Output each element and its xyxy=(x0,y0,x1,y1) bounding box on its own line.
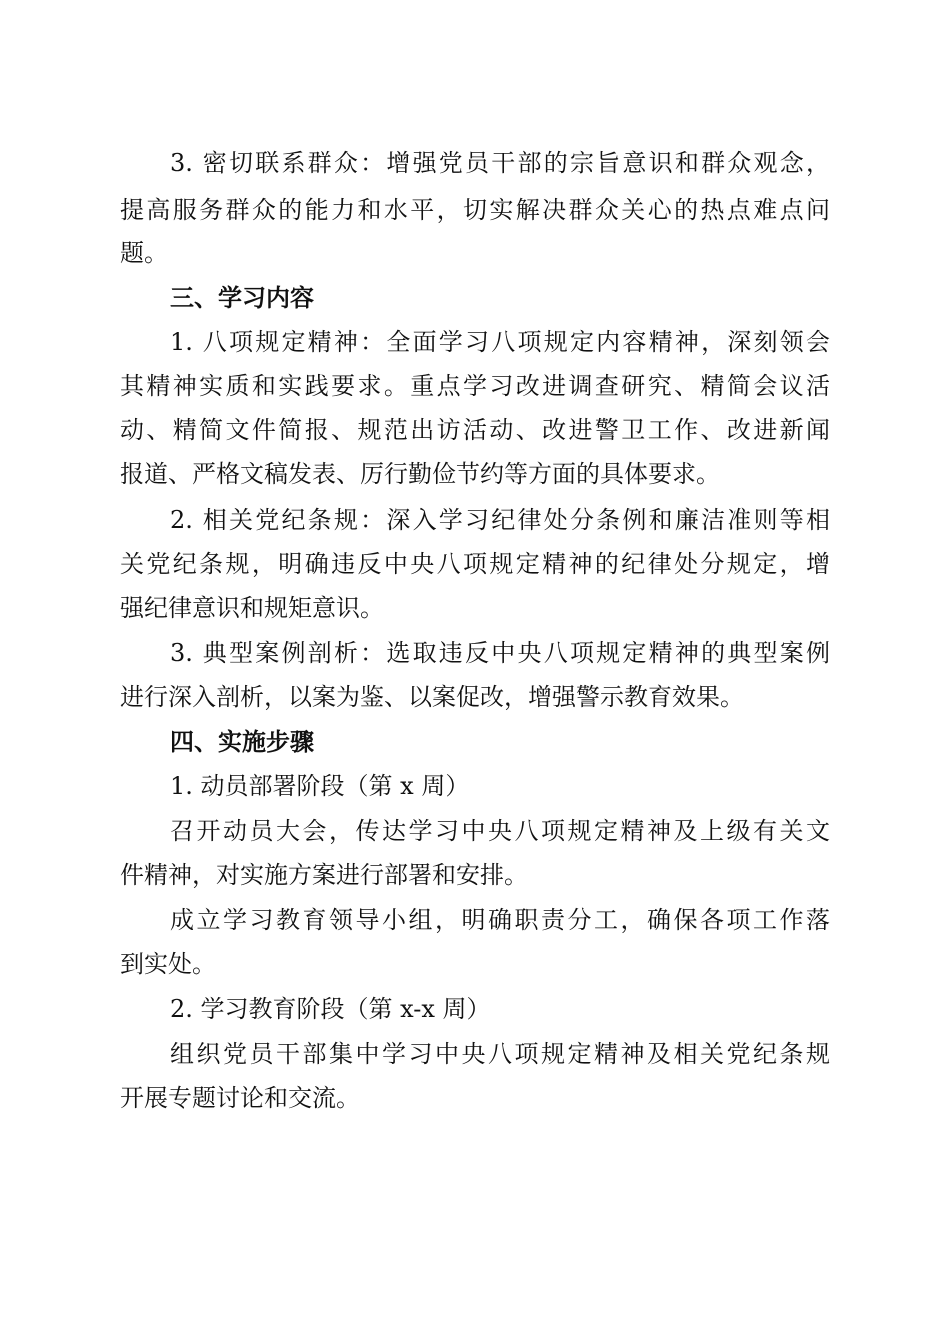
item-party-rules-line-3: 强纪律意识和规矩意识。 xyxy=(120,594,384,622)
step-study-para-1-line-2: 开展专题讨论和交流。 xyxy=(120,1084,360,1112)
item-eight-rules-line-1: 1. 八项规定精神：全面学习八项规定内容精神，深刻领会 xyxy=(170,328,830,356)
step-mobilization-para-1-line-2: 件精神，对实施方案进行部署和安排。 xyxy=(120,861,528,889)
step-mobilization-para-2-line-2: 到实处。 xyxy=(120,950,216,978)
step-mobilization-para-1-line-1: 召开动员大会，传达学习中央八项规定精神及上级有关文 xyxy=(170,817,830,845)
item-close-ties-line-3: 题。 xyxy=(120,239,168,267)
item-close-ties-line-2: 提高服务群众的能力和水平，切实解决群众关心的热点难点问 xyxy=(120,196,830,224)
step-mobilization-para-2-line-1: 成立学习教育领导小组，明确职责分工，确保各项工作落 xyxy=(170,906,830,934)
item-case-analysis-line-2: 进行深入剖析，以案为鉴、以案促改，增强警示教育效果。 xyxy=(120,683,744,711)
step-study-para-1-line-1: 组织党员干部集中学习中央八项规定精神及相关党纪条规 xyxy=(170,1040,830,1068)
item-party-rules-line-1: 2. 相关党纪条规：深入学习纪律处分条例和廉洁准则等相 xyxy=(170,506,830,534)
step-mobilization-title: 1. 动员部署阶段（第 x 周） xyxy=(170,772,470,800)
item-eight-rules-line-4: 报道、严格文稿发表、厉行勤俭节约等方面的具体要求。 xyxy=(120,460,720,488)
item-party-rules-line-2: 关党纪条规，明确违反中央八项规定精神的纪律处分规定，增 xyxy=(120,550,830,578)
item-eight-rules-line-3: 动、精简文件简报、规范出访活动、改进警卫工作、改进新闻 xyxy=(120,416,830,444)
item-case-analysis-line-1: 3. 典型案例剖析：选取违反中央八项规定精神的典型案例 xyxy=(170,639,830,667)
section-heading-study-content: 三、学习内容 xyxy=(170,283,314,312)
item-close-ties-line-1: 3. 密切联系群众：增强党员干部的宗旨意识和群众观念， xyxy=(170,149,830,177)
item-eight-rules-line-2: 其精神实质和实践要求。重点学习改进调查研究、精简会议活 xyxy=(120,372,830,400)
section-heading-implementation-steps: 四、实施步骤 xyxy=(170,727,314,756)
step-study-title: 2. 学习教育阶段（第 x-x 周） xyxy=(170,995,491,1023)
